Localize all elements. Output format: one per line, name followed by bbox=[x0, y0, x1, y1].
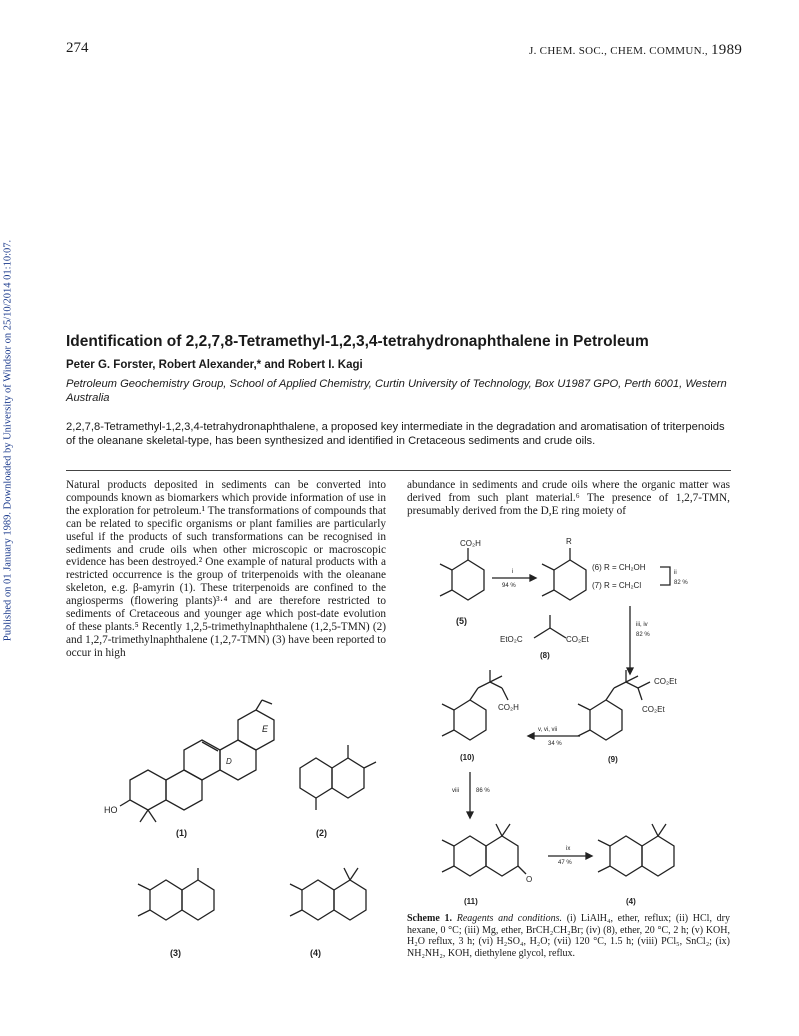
label-3: (3) bbox=[170, 948, 181, 958]
download-watermark: Published on 01 January 1989. Downloaded by University of Windsor on 25/10/2014 01:10:07. bbox=[2, 239, 14, 642]
step-i: i bbox=[512, 569, 514, 575]
scheme-caption-title: Scheme 1. bbox=[407, 913, 452, 924]
label-1: (1) bbox=[176, 828, 187, 838]
header-rule bbox=[66, 470, 731, 471]
label-10: (10) bbox=[460, 753, 475, 762]
label-8: (8) bbox=[540, 651, 550, 660]
yield-ix: 47 % bbox=[558, 860, 572, 866]
co2h-label: CO₂H bbox=[460, 539, 481, 548]
affiliation: Petroleum Geochemistry Group, School of Applied Chemistry, Curtin University of Technology, Box U1987 GPO, Perth 6001, Western Australia bbox=[66, 378, 727, 404]
scheme-caption bbox=[407, 913, 730, 959]
running-head bbox=[529, 42, 742, 59]
compound-6-7 bbox=[542, 548, 586, 600]
co2et-label-8: CO₂Et bbox=[566, 635, 589, 644]
label-11: (11) bbox=[464, 897, 478, 906]
label-2: (2) bbox=[316, 828, 327, 838]
yield-viii: 86 % bbox=[476, 788, 490, 794]
author-list: Peter G. Forster, Robert Alexander,* and Robert I. Kagi bbox=[66, 359, 363, 371]
yield-iii-iv: 82 % bbox=[636, 632, 650, 638]
step-viii: viii bbox=[452, 788, 459, 794]
compound-5 bbox=[440, 548, 484, 600]
scheme-caption-text: (i) LiAlH₄, ether, reflux; (ii) HCl, dry hexane, 0 °C; (iii) Mg, ether, BrCH₂CH₂Br; (iv) (8), ether, 20 °C, 2 h; (v) KOH, H₂O reflux, 3 h; (vi) H₂SO₄, H₂O; (vii) 120 °C, 1.5 h; (viii) PCl₅, SnCl₂; (ix) NH₂NH₂, KOH, diethylene glycol, reflux. bbox=[407, 913, 730, 959]
compound-11 bbox=[442, 824, 526, 876]
eto2c-label: EtO₂C bbox=[500, 635, 523, 644]
scheme-caption-subtitle: Reagents and conditions. bbox=[456, 913, 562, 924]
body-column-left: Natural products deposited in sediments can be converted into compounds known as biomarkers which provide information of use in the exploration for petroleum.¹ The transformations of compounds that can be related to specific organisms or plant families are particularly useful if the products of such transformations can be recognised in sediments and crude oils when other microscopic or macroscopic evidence has been destroyed.² One example of natural products with a restricted occurrence is the group of triterpenoids with the oleanane skeleton, e.g. β-amyrin (1). These triterpenoids are confined to the angiosperms (flowering plants)³·⁴ and are therefore restricted to sediments of Cretaceous and younger age which post-date evolution of these plants.⁵ Recently 1,2,5-trimethylnaphthalene (1,2,5-TMN) (2) and 1,2,7-trimethylnaphthalene (1,2,7-TMN) (3) have been reported to occur in high bbox=[66, 479, 386, 659]
journal-year: 1989 bbox=[710, 42, 743, 58]
scheme-1-figure bbox=[430, 530, 730, 910]
beta-amyrin-structure bbox=[120, 700, 274, 822]
yield-i: 94 % bbox=[502, 583, 516, 589]
r-label: R bbox=[566, 537, 572, 546]
label-9: (9) bbox=[608, 755, 618, 764]
ho-label: HO bbox=[104, 805, 118, 815]
ring-d-label: D bbox=[226, 757, 232, 766]
compound-9 bbox=[578, 670, 650, 740]
body-column-right: abundance in sediments and crude oils where the organic matter was derived from such plant material.⁶ The presence of 1,2,7-TMN, presumably derived from the D,E ring moiety of bbox=[407, 479, 730, 517]
step-ii: ii bbox=[674, 570, 677, 576]
tmn-127-structure bbox=[138, 868, 214, 920]
label-4: (4) bbox=[310, 948, 321, 958]
abstract: 2,2,7,8-Tetramethyl-1,2,3,4-tetrahydronaphthalene, a proposed key intermediate in the degradation and aromatisation of triterpenoids of the oleanane skeletal-type, has been synthesized and identified in Cretaceous sediments and crude oils. bbox=[66, 421, 725, 448]
ring-e-label: E bbox=[262, 724, 269, 734]
step-v-vii: v, vi, vii bbox=[538, 727, 558, 733]
label-5: (5) bbox=[456, 616, 467, 626]
ketone-o-label: O bbox=[526, 875, 533, 884]
step-iii-iv: iii, iv bbox=[636, 622, 648, 628]
page-number: 274 bbox=[66, 40, 89, 56]
label-4-scheme: (4) bbox=[626, 897, 636, 906]
yield-v-vii: 34 % bbox=[548, 741, 562, 747]
compound-6-label: (6) R = CH₂OH bbox=[592, 563, 646, 572]
yield-ii: 82 % bbox=[674, 580, 688, 586]
co2et-label-9b: CO₂Et bbox=[642, 705, 665, 714]
co2h-label-10: CO₂H bbox=[498, 703, 519, 712]
compound-7-label: (7) R = CH₂Cl bbox=[592, 581, 642, 590]
step-ix: ix bbox=[566, 846, 571, 852]
compound-8 bbox=[534, 615, 566, 638]
tetramethyl-thn-structure bbox=[290, 868, 366, 920]
article-title: Identification of 2,2,7,8-Tetramethyl-1,2,3,4-tetrahydronaphthalene in Petroleum bbox=[66, 333, 649, 350]
compound-4-final bbox=[598, 824, 674, 876]
co2et-label-9a: CO₂Et bbox=[654, 677, 677, 686]
structures-figure bbox=[90, 690, 390, 970]
tmn-125-structure bbox=[300, 745, 376, 810]
journal-name: J. CHEM. SOC., CHEM. COMMUN., bbox=[529, 45, 708, 57]
